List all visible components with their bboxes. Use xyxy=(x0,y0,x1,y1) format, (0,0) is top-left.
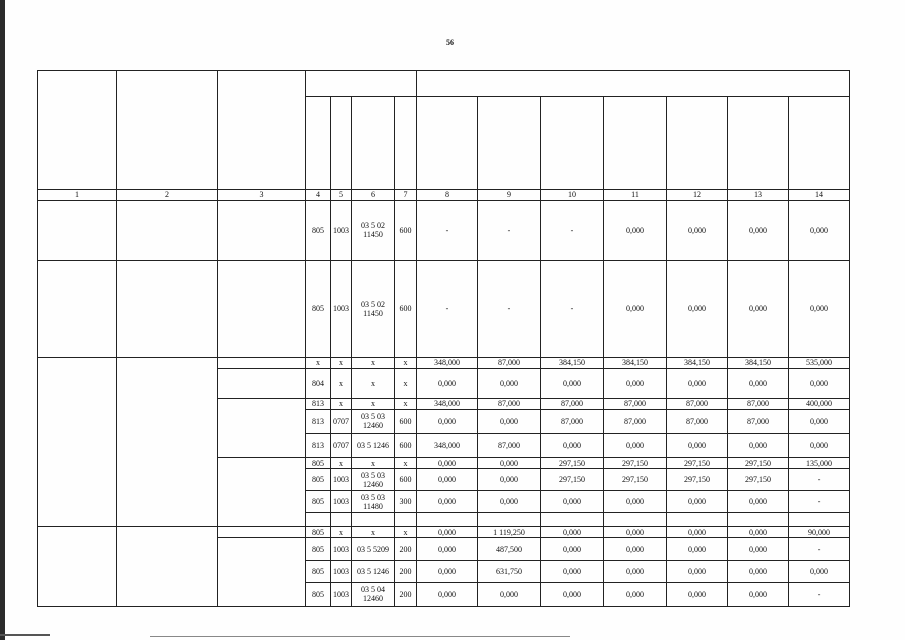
header-year xyxy=(478,97,541,190)
csr-cell: 03 5 03 11480 xyxy=(352,491,395,513)
value-cell: 0,000 xyxy=(604,527,667,538)
vr-cell: x xyxy=(395,527,417,538)
rzpr-cell: 1003 xyxy=(331,538,352,560)
rzpr-cell xyxy=(331,513,352,527)
grbs-cell xyxy=(306,513,331,527)
scan-artifact xyxy=(0,634,50,636)
csr-cell: 03 5 02 11450 xyxy=(352,261,395,358)
csr-cell: 03 5 02 11450 xyxy=(352,200,395,260)
csr-cell: x xyxy=(352,368,395,398)
value-cell: 297,150 xyxy=(728,469,789,491)
value-cell: 0,000 xyxy=(417,469,478,491)
value-cell: 0,000 xyxy=(417,368,478,398)
value-cell: - xyxy=(789,582,850,606)
value-cell: 0,000 xyxy=(667,200,728,260)
program-name-cell xyxy=(117,261,218,358)
status-cell xyxy=(38,261,117,358)
value-cell: - xyxy=(417,200,478,260)
value-cell: 0,000 xyxy=(478,458,541,469)
executor-cell xyxy=(218,458,306,527)
value-cell xyxy=(604,513,667,527)
vr-cell: 600 xyxy=(395,469,417,491)
column-number: 1 xyxy=(38,189,117,200)
value-cell: 0,000 xyxy=(728,582,789,606)
value-cell: - xyxy=(789,491,850,513)
value-cell: 87,000 xyxy=(478,398,541,409)
value-cell: 0,000 xyxy=(417,409,478,433)
header-expenses xyxy=(417,71,850,97)
value-cell: 87,000 xyxy=(667,409,728,433)
column-number-row xyxy=(38,189,850,200)
column-number: 7 xyxy=(395,189,417,200)
value-cell: 0,000 xyxy=(541,560,604,582)
rzpr-cell: x xyxy=(331,398,352,409)
value-cell xyxy=(417,513,478,527)
value-cell: 0,000 xyxy=(478,469,541,491)
value-cell: 0,000 xyxy=(478,368,541,398)
value-cell: 297,150 xyxy=(604,458,667,469)
value-cell: 0,000 xyxy=(417,491,478,513)
header-grbs xyxy=(306,97,331,190)
grbs-cell: 813 xyxy=(306,433,331,457)
header-name xyxy=(117,71,218,190)
value-cell: 0,000 xyxy=(728,538,789,560)
grbs-cell: 813 xyxy=(306,409,331,433)
rzpr-cell: 1003 xyxy=(331,200,352,260)
table-row xyxy=(38,200,850,260)
rzpr-cell: 1003 xyxy=(331,491,352,513)
executor-cell xyxy=(218,357,306,368)
value-cell: 0,000 xyxy=(728,527,789,538)
value-cell: 0,000 xyxy=(667,261,728,358)
vr-cell xyxy=(395,513,417,527)
value-cell: 0,000 xyxy=(604,560,667,582)
column-number: 2 xyxy=(117,189,218,200)
value-cell: 0,000 xyxy=(541,368,604,398)
rzpr-cell: x xyxy=(331,527,352,538)
value-cell: 87,000 xyxy=(541,409,604,433)
column-number: 9 xyxy=(478,189,541,200)
column-number: 5 xyxy=(331,189,352,200)
value-cell: 297,150 xyxy=(667,469,728,491)
value-cell: 0,000 xyxy=(417,582,478,606)
value-cell: 0,000 xyxy=(604,582,667,606)
vr-cell: 600 xyxy=(395,433,417,457)
value-cell: 0,000 xyxy=(541,433,604,457)
value-cell xyxy=(478,513,541,527)
value-cell: 87,000 xyxy=(478,433,541,457)
value-cell: - xyxy=(789,538,850,560)
executor-cell xyxy=(218,398,306,457)
grbs-cell: 813 xyxy=(306,398,331,409)
header-executor xyxy=(218,71,306,190)
rzpr-cell: x xyxy=(331,458,352,469)
value-cell: 297,150 xyxy=(541,458,604,469)
header-year xyxy=(789,97,850,190)
value-cell: 0,000 xyxy=(789,409,850,433)
value-cell: 0,000 xyxy=(604,491,667,513)
value-cell: 297,150 xyxy=(604,469,667,491)
value-cell: 0,000 xyxy=(478,491,541,513)
program-name-cell xyxy=(117,200,218,260)
grbs-cell: x xyxy=(306,357,331,368)
csr-cell: x xyxy=(352,357,395,368)
csr-cell xyxy=(352,513,395,527)
value-cell: 0,000 xyxy=(667,527,728,538)
grbs-cell: 805 xyxy=(306,469,331,491)
value-cell: 0,000 xyxy=(604,368,667,398)
value-cell: 0,000 xyxy=(789,560,850,582)
budget-table xyxy=(37,70,850,607)
column-number: 11 xyxy=(604,189,667,200)
value-cell: 348,000 xyxy=(417,398,478,409)
value-cell: 297,150 xyxy=(728,458,789,469)
vr-cell: x xyxy=(395,458,417,469)
scan-artifact xyxy=(150,636,570,637)
value-cell: 0,000 xyxy=(728,433,789,457)
value-cell: 0,000 xyxy=(541,582,604,606)
header-status xyxy=(38,71,117,190)
rzpr-cell: x xyxy=(331,357,352,368)
value-cell: 87,000 xyxy=(478,357,541,368)
executor-cell xyxy=(218,538,306,607)
value-cell: 0,000 xyxy=(667,433,728,457)
grbs-cell: 805 xyxy=(306,491,331,513)
column-number: 10 xyxy=(541,189,604,200)
value-cell: - xyxy=(541,200,604,260)
table-row xyxy=(38,261,850,358)
csr-cell: 03 5 04 12460 xyxy=(352,582,395,606)
value-cell: 0,000 xyxy=(789,200,850,260)
value-cell: 384,150 xyxy=(604,357,667,368)
value-cell: - xyxy=(541,261,604,358)
page-number: 56 xyxy=(446,38,454,47)
value-cell: 0,000 xyxy=(417,458,478,469)
value-cell: 0,000 xyxy=(604,261,667,358)
executor-cell xyxy=(218,527,306,538)
csr-cell: 03 5 5209 xyxy=(352,538,395,560)
value-cell: 0,000 xyxy=(789,433,850,457)
column-number: 12 xyxy=(667,189,728,200)
column-number: 8 xyxy=(417,189,478,200)
value-cell: 0,000 xyxy=(541,491,604,513)
csr-cell: x xyxy=(352,527,395,538)
value-cell: 535,000 xyxy=(789,357,850,368)
rzpr-cell: 1003 xyxy=(331,560,352,582)
value-cell xyxy=(541,513,604,527)
value-cell: 0,000 xyxy=(728,491,789,513)
rzpr-cell: 0707 xyxy=(331,409,352,433)
header-csr xyxy=(352,97,395,190)
value-cell: 0,000 xyxy=(541,527,604,538)
status-cell xyxy=(38,200,117,260)
value-cell: 135,000 xyxy=(789,458,850,469)
value-cell: 0,000 xyxy=(667,538,728,560)
value-cell: - xyxy=(478,261,541,358)
program-name-cell xyxy=(117,357,218,527)
header-year xyxy=(667,97,728,190)
header-rzpr xyxy=(331,97,352,190)
csr-cell: 03 5 03 12460 xyxy=(352,409,395,433)
value-cell: 87,000 xyxy=(541,398,604,409)
grbs-cell: 805 xyxy=(306,560,331,582)
rzpr-cell: 1003 xyxy=(331,261,352,358)
vr-cell: x xyxy=(395,357,417,368)
rzpr-cell: x xyxy=(331,368,352,398)
value-cell: 87,000 xyxy=(604,398,667,409)
header-year xyxy=(604,97,667,190)
executor-cell xyxy=(218,368,306,398)
value-cell: 0,000 xyxy=(728,200,789,260)
rzpr-cell: 1003 xyxy=(331,469,352,491)
header-year xyxy=(728,97,789,190)
vr-cell: 300 xyxy=(395,491,417,513)
value-cell: 0,000 xyxy=(667,368,728,398)
value-cell: 297,150 xyxy=(541,469,604,491)
value-cell: 0,000 xyxy=(478,582,541,606)
value-cell: 0,000 xyxy=(667,491,728,513)
column-number: 14 xyxy=(789,189,850,200)
value-cell: 0,000 xyxy=(667,560,728,582)
vr-cell: 600 xyxy=(395,261,417,358)
value-cell: 0,000 xyxy=(417,560,478,582)
value-cell: 297,150 xyxy=(667,458,728,469)
value-cell: 384,150 xyxy=(541,357,604,368)
status-cell xyxy=(38,527,117,607)
value-cell: 0,000 xyxy=(417,527,478,538)
header-vr xyxy=(395,97,417,190)
program-name-cell xyxy=(117,527,218,607)
value-cell: 348,000 xyxy=(417,433,478,457)
value-cell: 1 119,250 xyxy=(478,527,541,538)
grbs-cell: 805 xyxy=(306,200,331,260)
value-cell: 631,750 xyxy=(478,560,541,582)
grbs-cell: 805 xyxy=(306,582,331,606)
csr-cell: 03 5 03 12460 xyxy=(352,469,395,491)
grbs-cell: 804 xyxy=(306,368,331,398)
scan-edge xyxy=(0,0,5,640)
grbs-cell: 805 xyxy=(306,527,331,538)
value-cell xyxy=(789,513,850,527)
value-cell: 0,000 xyxy=(667,582,728,606)
table-row xyxy=(38,357,850,368)
table-row xyxy=(38,527,850,538)
value-cell: 87,000 xyxy=(604,409,667,433)
value-cell: 0,000 xyxy=(728,560,789,582)
header-year xyxy=(417,97,478,190)
rzpr-cell: 1003 xyxy=(331,582,352,606)
vr-cell: 200 xyxy=(395,582,417,606)
value-cell: 0,000 xyxy=(789,261,850,358)
value-cell: - xyxy=(478,200,541,260)
value-cell: 348,000 xyxy=(417,357,478,368)
vr-cell: 600 xyxy=(395,409,417,433)
header-year xyxy=(541,97,604,190)
value-cell: 87,000 xyxy=(728,398,789,409)
value-cell: 0,000 xyxy=(478,409,541,433)
value-cell xyxy=(728,513,789,527)
vr-cell: x xyxy=(395,368,417,398)
vr-cell: 200 xyxy=(395,538,417,560)
value-cell: - xyxy=(417,261,478,358)
executor-cell xyxy=(218,261,306,358)
value-cell: 0,000 xyxy=(728,368,789,398)
csr-cell: 03 5 1246 xyxy=(352,433,395,457)
value-cell: 400,000 xyxy=(789,398,850,409)
csr-cell: 03 5 1246 xyxy=(352,560,395,582)
value-cell xyxy=(667,513,728,527)
vr-cell: 600 xyxy=(395,200,417,260)
vr-cell: x xyxy=(395,398,417,409)
value-cell: 90,000 xyxy=(789,527,850,538)
column-number: 6 xyxy=(352,189,395,200)
status-cell xyxy=(38,357,117,527)
grbs-cell: 805 xyxy=(306,458,331,469)
value-cell: 0,000 xyxy=(789,368,850,398)
value-cell: 0,000 xyxy=(604,200,667,260)
grbs-cell: 805 xyxy=(306,538,331,560)
vr-cell: 200 xyxy=(395,560,417,582)
executor-cell xyxy=(218,200,306,260)
value-cell: 87,000 xyxy=(728,409,789,433)
value-cell: 384,150 xyxy=(667,357,728,368)
csr-cell: x xyxy=(352,458,395,469)
csr-cell: x xyxy=(352,398,395,409)
value-cell: 0,000 xyxy=(604,433,667,457)
column-number: 4 xyxy=(306,189,331,200)
value-cell: 0,000 xyxy=(604,538,667,560)
grbs-cell: 805 xyxy=(306,261,331,358)
header-budget-code xyxy=(306,71,417,97)
value-cell: - xyxy=(789,469,850,491)
value-cell: 384,150 xyxy=(728,357,789,368)
value-cell: 0,000 xyxy=(417,538,478,560)
value-cell: 0,000 xyxy=(541,538,604,560)
value-cell: 87,000 xyxy=(667,398,728,409)
column-number: 3 xyxy=(218,189,306,200)
column-number: 13 xyxy=(728,189,789,200)
value-cell: 0,000 xyxy=(728,261,789,358)
value-cell: 487,500 xyxy=(478,538,541,560)
rzpr-cell: 0707 xyxy=(331,433,352,457)
